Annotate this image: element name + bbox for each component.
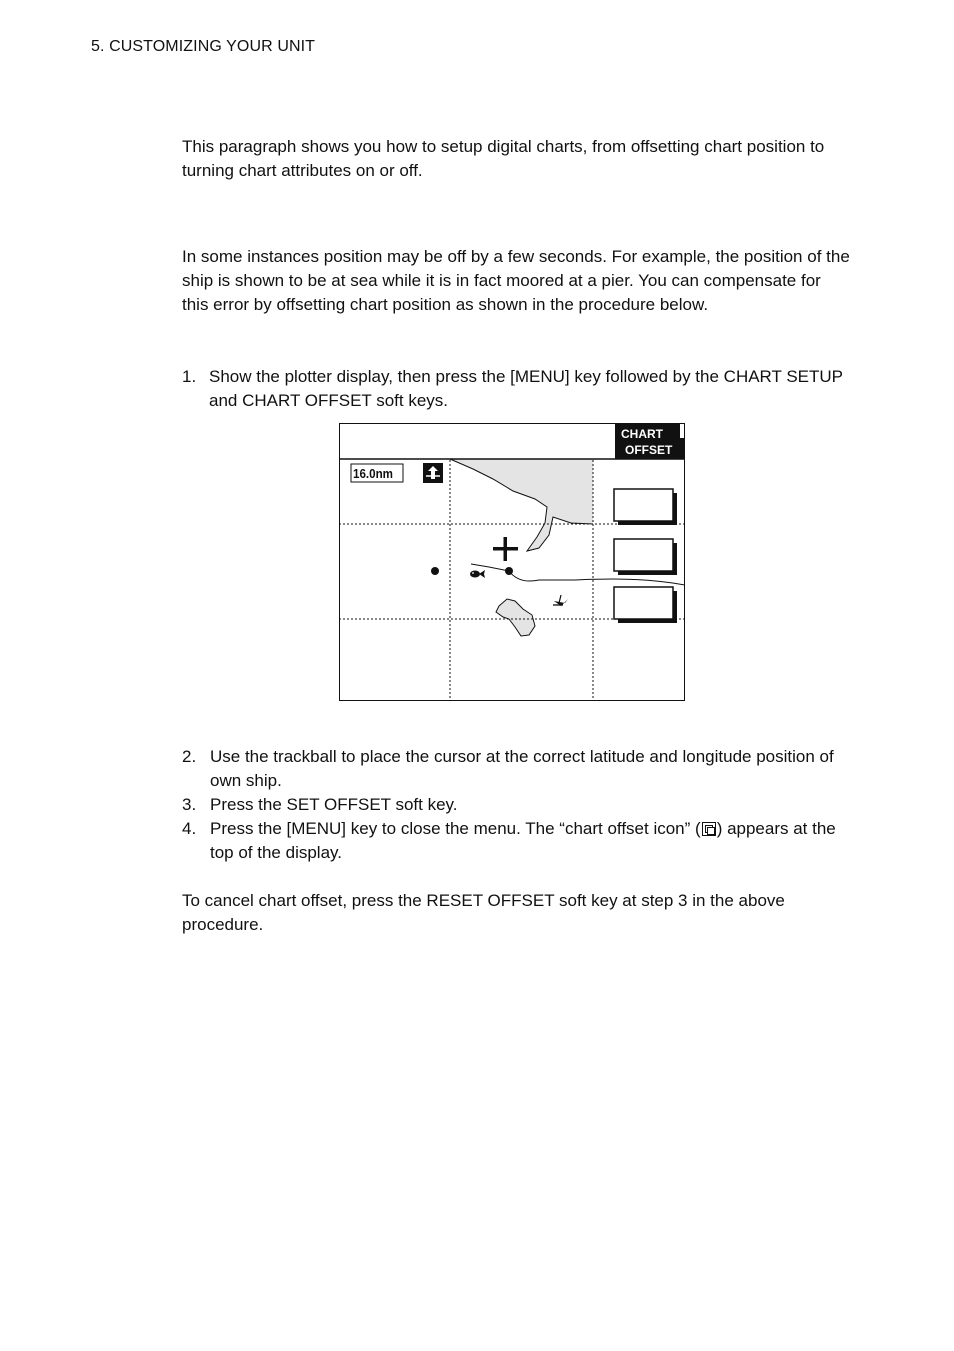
step-text: Show the plotter display, then press the [MENU] key followed by the CHART SETUP and CHART OFFSET soft keys. — [209, 367, 843, 410]
step-number: 4. — [182, 819, 197, 838]
soft-key-1 — [614, 489, 677, 525]
fish-mark-icon — [470, 570, 485, 578]
step-number: 3. — [182, 795, 197, 814]
step-4 — [182, 817, 850, 865]
range-scale-text: 16.0nm — [353, 466, 393, 481]
coastline-land — [450, 459, 593, 551]
step-3 — [182, 793, 850, 817]
intro-paragraph: This paragraph shows you how to setup digital charts, from offsetting chart position to turning chart attributes on or off. — [182, 137, 825, 180]
wreck-mark-icon — [553, 595, 568, 606]
waypoint-dot — [431, 567, 439, 575]
cursor-cross-icon — [493, 537, 518, 561]
offset-intro-paragraph: In some instances position may be off by a few seconds. For example, the position of the ship is shown to be at sea while it is in fact moored at a pier. You can compensate for this error by offsetting chart position as shown in the procedure below. — [182, 247, 850, 314]
cancel-note-paragraph: To cancel chart offset, press the RESET OFFSET soft key at step 3 in the above procedure. — [182, 891, 785, 934]
step-text — [210, 817, 850, 865]
step-number: 2. — [182, 747, 197, 766]
step-text: Press the SET OFFSET soft key. — [210, 795, 458, 814]
north-up-icon — [423, 463, 443, 483]
soft-key-2 — [614, 539, 677, 575]
step-text-after: ) appears at the top of the display. — [210, 819, 836, 862]
chart-offset-icon — [702, 822, 716, 836]
step-text-before: Press the [MENU] key to close the menu. The “chart offset icon” ( — [210, 819, 701, 838]
plotter-display-figure — [339, 423, 685, 701]
step-1 — [182, 365, 850, 413]
menu-title-line1: CHART — [621, 427, 663, 441]
soft-key-3 — [614, 587, 677, 623]
step-text: Use the trackball to place the cursor at the correct latitude and longitude position of own ship. — [210, 747, 834, 790]
step-number: 1. — [182, 367, 197, 386]
menu-title-line2: OFFSET — [625, 443, 673, 457]
section-header: 5. CUSTOMIZING YOUR UNIT — [91, 38, 316, 55]
step-2 — [182, 745, 850, 793]
island — [496, 599, 535, 636]
